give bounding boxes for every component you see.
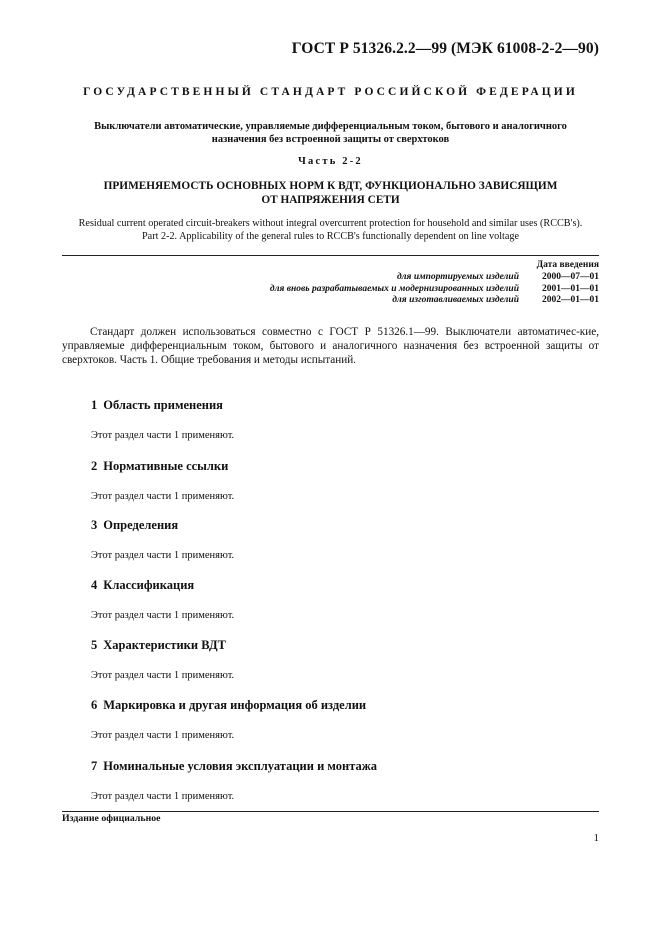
section-title: Классификация [103,578,195,592]
section-3 [91,518,599,562]
section-5 [91,638,599,682]
section-title: Область применения [103,398,223,412]
section-text: Этот раздел части 1 применяют. [91,430,235,441]
section-number: 5 [91,638,98,652]
section-text: Этот раздел части 1 применяют. [91,730,235,741]
edition-label: Издание официальное [62,813,161,824]
section-title: Маркировка и другая информация об изделии [103,698,367,712]
header-divider [62,255,599,256]
date-label: для вновь разрабатываемых и модернизированных изделий [269,283,519,294]
dates-heading: Дата введения [536,260,599,270]
section-title: Определения [103,518,179,532]
section-heading [91,518,599,533]
section-number: 6 [91,698,98,712]
date-value: 2000—07—01 [542,271,599,282]
part-label: Часть 2-2 [298,156,363,167]
section-title: Номинальные условия эксплуатации и монтажа [103,759,378,773]
introduction-dates [270,260,599,307]
section-number: 3 [91,518,98,532]
section-text: Этот раздел части 1 применяют. [91,610,235,621]
section-heading [91,459,599,474]
section-heading [91,578,599,593]
document-subtitle-ru [62,180,599,207]
section-6 [91,698,599,742]
section-text: Этот раздел части 1 применяют. [91,550,235,561]
section-heading [91,398,599,413]
section-heading [91,638,599,653]
gost-code: ГОСТ Р 51326.2.2—99 (МЭК 61008-2-2—90) [291,40,599,57]
date-row [270,284,599,296]
document-title-en [58,217,603,243]
section-4 [91,578,599,622]
document-title-ru [62,120,599,146]
subtitle-line1: ПРИМЕНЯЕМОСТЬ ОСНОВНЫХ НОРМ К ВДТ, ФУНКЦИОНАЛЬНО ЗАВИСЯЩИМ [103,180,558,192]
section-1 [91,398,599,442]
section-number: 1 [91,398,98,412]
section-7 [91,759,599,803]
page-number: 1 [593,832,599,844]
state-standard-title: ГОСУДАРСТВЕННЫЙ СТАНДАРТ РОССИЙСКОЙ ФЕДЕРАЦИИ [83,86,578,98]
section-heading [91,698,599,713]
section-heading [91,759,599,774]
footer-divider [62,811,599,812]
section-title: Характеристики ВДТ [103,638,226,652]
date-row [270,295,599,307]
section-title: Нормативные ссылки [103,459,229,473]
date-value: 2002—01—01 [542,295,599,306]
section-2 [91,459,599,503]
section-number: 2 [91,459,98,473]
intro-paragraph: Стандарт должен использоваться совместно с ГОСТ Р 51326.1—99. Выключатели автоматичес-кие, управляемые дифференциальным током, бытового и аналогичного назначения без встроенной защиты от сверхтоков. Часть 1. Общие требования и методы испытаний. [62,326,599,366]
section-text: Этот раздел части 1 применяют. [91,791,235,802]
title-en-line2: Part 2-2. Applicability of the general rules to RCCB's functionally dependent on line voltage [142,231,519,242]
title-ru-line2: назначения без встроенной защиты от сверхтоков [211,134,450,145]
section-number: 7 [91,759,98,773]
section-text: Этот раздел части 1 применяют. [91,491,235,502]
section-text: Этот раздел части 1 применяют. [91,670,235,681]
title-ru-line1: Выключатели автоматические, управляемые дифференциальным током, бытового и аналогичного [94,121,567,132]
date-value: 2001—01—01 [542,283,599,294]
date-label: для изготавливаемых изделий [392,295,519,306]
date-label: для импортируемых изделий [396,271,519,282]
subtitle-line2: ОТ НАПРЯЖЕНИЯ СЕТИ [261,193,400,206]
title-en-line1: Residual current operated circuit-breakers without integral overcurrent protection for household and similar uses (RCCB's). [78,218,583,229]
section-number: 4 [91,578,98,592]
date-row [270,272,599,284]
